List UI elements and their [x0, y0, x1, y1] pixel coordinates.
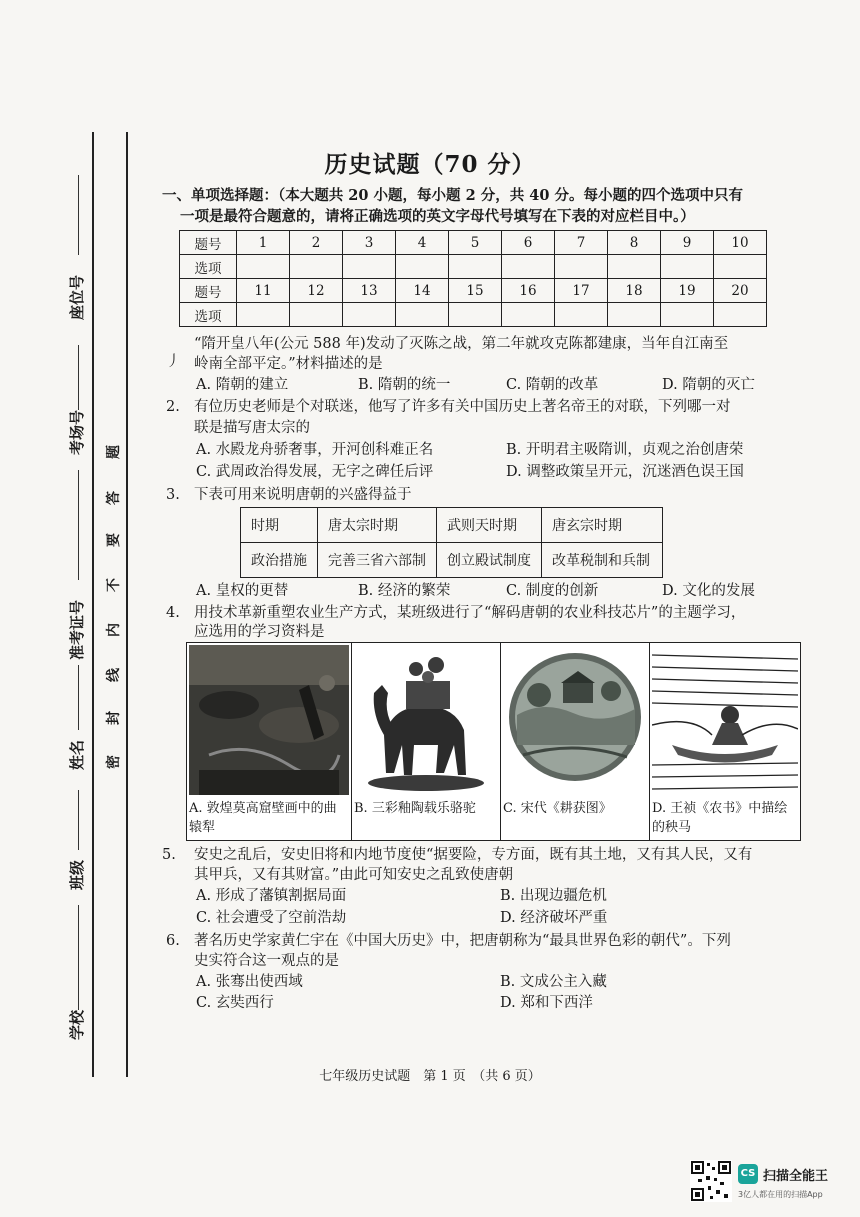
- school-label: 学校: [68, 1009, 86, 1040]
- question-number: 7: [555, 231, 608, 255]
- seedling-horse-image: [652, 645, 798, 795]
- answer-cell[interactable]: [714, 303, 767, 327]
- name-label: 姓名: [68, 739, 86, 770]
- seal-char: 题: [106, 445, 122, 459]
- question-number: 19: [661, 279, 714, 303]
- question-number: 9: [661, 231, 714, 255]
- question-number: 18: [608, 279, 661, 303]
- table-cell: 唐玄宗时期: [542, 508, 663, 543]
- question-number: 13: [343, 279, 396, 303]
- table-cell: 完善三省六部制: [318, 543, 437, 578]
- question-number: 11: [237, 279, 290, 303]
- q4-option-d[interactable]: [649, 642, 801, 841]
- question-number-label: 题号: [180, 231, 237, 255]
- answer-cell[interactable]: [290, 255, 343, 279]
- answer-cell[interactable]: [343, 303, 396, 327]
- q2-option-a[interactable]: A. 水殿龙舟骄奢事，开河创科难正名: [196, 442, 434, 458]
- question-number: 14: [396, 279, 449, 303]
- table-cell: 政治措施: [241, 543, 318, 578]
- answer-cell[interactable]: [555, 303, 608, 327]
- q6-stem-line1: 著名历史学家黄仁宇在《中国大历史》中，把唐朝称为“最具世界色彩的朝代”。下列: [194, 933, 731, 949]
- q4-option-b[interactable]: [351, 642, 501, 841]
- q5-number: 5.: [162, 847, 176, 863]
- q3-option-a[interactable]: A. 皇权的更替: [196, 583, 289, 599]
- q3-option-d[interactable]: D. 文化的发展: [662, 583, 755, 599]
- answer-cell[interactable]: [661, 303, 714, 327]
- q1-option-b[interactable]: B. 隋朝的统一: [358, 377, 451, 393]
- q5-option-d[interactable]: D. 经济破坏严重: [500, 910, 608, 926]
- ticket-label: 准考证号: [68, 599, 86, 660]
- q5-option-c[interactable]: C. 社会遭受了空前浩劫: [196, 910, 347, 926]
- q4-caption-b: B. 三彩釉陶载乐骆驼: [354, 801, 476, 816]
- section-instruction-line1: 一、单项选择题：（本大题共 20 小题，每小题 2 分，共 40 分。每小题的四个选项中只有: [162, 187, 743, 204]
- q5-option-a[interactable]: A. 形成了藩镇割据局面: [196, 888, 347, 904]
- q1-stem-line2: 岭南全部平定。”材料描述的是: [194, 356, 383, 372]
- camscanner-tagline: 3亿人都在用的扫描App: [738, 1190, 823, 1199]
- seal-char: 要: [106, 533, 122, 547]
- q6-number: 6.: [166, 933, 180, 949]
- answer-cell[interactable]: [449, 255, 502, 279]
- answer-table: [179, 230, 767, 327]
- q4-number: 4.: [166, 605, 180, 621]
- question-number: 17: [555, 279, 608, 303]
- question-number: 10: [714, 231, 767, 255]
- camscanner-logo: CS: [738, 1164, 758, 1184]
- table-cell: 创立殿试制度: [437, 543, 542, 578]
- q1-number: 丿: [166, 354, 181, 370]
- table-row: [241, 508, 663, 543]
- q5-option-b[interactable]: B. 出现边疆危机: [500, 888, 607, 904]
- q1-option-d[interactable]: D. 隋朝的灭亡: [662, 377, 755, 393]
- table-row: [180, 303, 767, 327]
- q2-number: 2.: [166, 399, 180, 415]
- room-label: 考场号: [68, 409, 86, 455]
- table-row: [241, 543, 663, 578]
- seal-char: 答: [106, 491, 122, 505]
- mural-image: [189, 645, 349, 795]
- question-number-label: 题号: [180, 279, 237, 303]
- qr-code-icon: [690, 1160, 732, 1202]
- seal-char: 线: [106, 668, 122, 682]
- seat-underline: [78, 175, 79, 255]
- question-number: 15: [449, 279, 502, 303]
- question-number: 6: [502, 231, 555, 255]
- q6-stem-line2: 史实符合这一观点的是: [194, 953, 339, 969]
- answer-cell[interactable]: [502, 255, 555, 279]
- camel-figurine-image: [354, 645, 498, 795]
- answer-cell[interactable]: [343, 255, 396, 279]
- answer-cell[interactable]: [714, 255, 767, 279]
- question-number: 2: [290, 231, 343, 255]
- school-underline: [78, 905, 79, 1010]
- q5-stem-line1: 安史之乱后，安史旧将和内地节度使“据要险，专方面，既有其土地，又有其人民，又有: [194, 847, 753, 863]
- q4-option-c[interactable]: [500, 642, 650, 841]
- camscanner-name: 扫描全能王: [763, 1169, 829, 1184]
- q6-option-c[interactable]: C. 玄奘西行: [196, 995, 274, 1011]
- question-number: 20: [714, 279, 767, 303]
- q2-option-d[interactable]: D. 调整政策呈开元，沉迷酒色误王国: [506, 464, 744, 480]
- table-row: [180, 231, 767, 255]
- room-underline: [78, 345, 79, 410]
- answer-cell[interactable]: [449, 303, 502, 327]
- table-cell: 唐太宗时期: [318, 508, 437, 543]
- q4-option-a[interactable]: [186, 642, 352, 841]
- q4-caption-d: D. 王祯《农书》中描绘的秧马: [652, 801, 788, 835]
- answer-cell[interactable]: [502, 303, 555, 327]
- q2-option-b[interactable]: B. 开明君主吸隋训，贞观之治创唐荣: [506, 442, 744, 458]
- q3-policy-table: [240, 507, 663, 578]
- question-number: 3: [343, 231, 396, 255]
- question-number: 16: [502, 279, 555, 303]
- q2-stem-line2: 联是描写唐太宗的: [194, 420, 310, 436]
- seal-char: 封: [106, 711, 122, 725]
- binding-line-inner: [126, 132, 128, 1077]
- section-instruction-line2: 一项是最符合题意的，请将正确选项的英文字母代号填写在下表的对应栏目中。）: [180, 208, 695, 225]
- q3-number: 3.: [166, 487, 180, 503]
- name-underline: [78, 665, 79, 730]
- table-cell: 武则天时期: [437, 508, 542, 543]
- table-cell: 时期: [241, 508, 318, 543]
- ticket-underline: [78, 470, 79, 580]
- answer-cell[interactable]: [237, 303, 290, 327]
- q1-option-c[interactable]: C. 隋朝的改革: [506, 377, 599, 393]
- answer-cell[interactable]: [661, 255, 714, 279]
- q2-stem-line1: 有位历史老师是个对联迷，他写了许多有关中国历史上著名帝王的对联，下列哪一对: [194, 399, 731, 415]
- question-number: 8: [608, 231, 661, 255]
- q4-caption-a: A. 敦煌莫高窟壁画中的曲辕犁: [189, 801, 337, 835]
- answer-cell[interactable]: [237, 255, 290, 279]
- answer-cell[interactable]: [555, 255, 608, 279]
- q4-caption-c: C. 宋代《耕获图》: [503, 801, 612, 816]
- question-number: 4: [396, 231, 449, 255]
- q3-stem: 下表可用来说明唐朝的兴盛得益于: [194, 487, 412, 503]
- class-underline: [78, 790, 79, 850]
- q3-option-b[interactable]: B. 经济的繁荣: [358, 583, 451, 599]
- binding-line-outer: [92, 132, 94, 1077]
- answer-label: 选项: [180, 255, 237, 279]
- q1-option-a[interactable]: A. 隋朝的建立: [196, 377, 289, 393]
- answer-label: 选项: [180, 303, 237, 327]
- answer-cell[interactable]: [396, 303, 449, 327]
- question-number: 12: [290, 279, 343, 303]
- question-number: 5: [449, 231, 502, 255]
- answer-cell[interactable]: [396, 255, 449, 279]
- class-label: 班级: [68, 859, 86, 890]
- seal-char: 不: [106, 578, 122, 592]
- answer-cell[interactable]: [608, 303, 661, 327]
- q3-option-c[interactable]: C. 制度的创新: [506, 583, 599, 599]
- seat-label: 座位号: [68, 274, 86, 320]
- q2-option-c[interactable]: C. 武周政治得发展，无字之碑任后评: [196, 464, 434, 480]
- answer-cell[interactable]: [608, 255, 661, 279]
- seal-char: 内: [106, 623, 122, 637]
- q5-stem-line2: 其甲兵，又有其财富。”由此可知安史之乱致使唐朝: [194, 867, 514, 883]
- seal-char: 密: [106, 755, 122, 769]
- q6-option-b[interactable]: B. 文成公主入藏: [500, 974, 607, 990]
- q6-option-a[interactable]: A. 张骞出使西域: [196, 974, 303, 990]
- page-footer: 七年级历史试题 第 1 页 （共 6 页）: [319, 1069, 541, 1084]
- harvest-painting-image: [503, 645, 647, 795]
- q4-stem-line2: 应选用的学习资料是: [194, 624, 325, 640]
- page-title: 历史试题（70 分）: [324, 151, 536, 178]
- table-row: [180, 255, 767, 279]
- question-number: 1: [237, 231, 290, 255]
- table-cell: 改革税制和兵制: [542, 543, 663, 578]
- table-row: [180, 279, 767, 303]
- q1-stem-line1: “隋开皇八年(公元 588 年)发动了灭陈之战，第二年就攻克陈都建康，当年自江南至: [194, 336, 729, 352]
- answer-cell[interactable]: [290, 303, 343, 327]
- q6-option-d[interactable]: D. 郑和下西洋: [500, 995, 593, 1011]
- q4-stem-line1: 用技术革新重塑农业生产方式，某班级进行了“解码唐朝的农业科技芯片”的主题学习，: [194, 605, 746, 621]
